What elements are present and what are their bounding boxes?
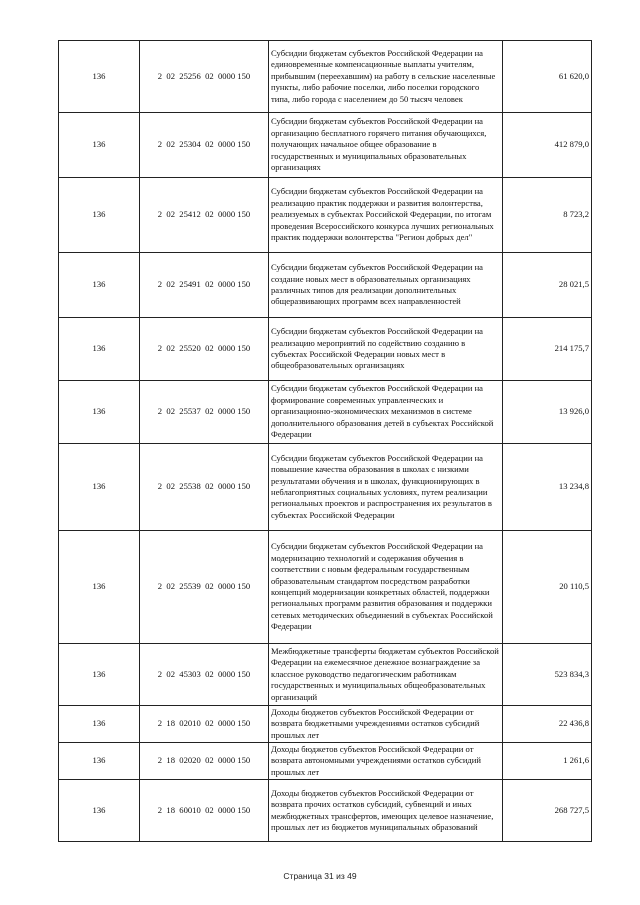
admin-code-cell: 136 — [59, 644, 140, 706]
table-row — [59, 381, 592, 444]
income-name-cell: Субсидии бюджетам субъектов Российской Федерации на повышение качества образования в школах с низкими результатами обучения и в школах, функционирующих в неблагоприятных социальных условиях, путем реализации региональных проектов и распространения их результатов в субъектах Российской Федерации — [269, 444, 503, 531]
amount-cell: 214 175,7 — [503, 318, 592, 381]
table-row — [59, 318, 592, 381]
revenue-table — [58, 40, 592, 842]
budget-code-cell: 2 02 25537 02 0000 150 — [140, 381, 269, 444]
budget-code-cell: 2 02 25538 02 0000 150 — [140, 444, 269, 531]
table-row — [59, 253, 592, 318]
admin-code-cell: 136 — [59, 381, 140, 444]
income-name-cell: Доходы бюджетов субъектов Российской Федерации от возврата прочих остатков субсидий, субвенций и иных межбюджетных трансфертов, имеющих целевое назначение, прошлых лет из бюджетов муниципальных образований — [269, 780, 503, 842]
amount-cell: 1 261,6 — [503, 743, 592, 780]
table-row — [59, 743, 592, 780]
income-name-cell: Доходы бюджетов субъектов Российской Федерации от возврата бюджетными учреждениями остатков субсидий прошлых лет — [269, 706, 503, 743]
admin-code-cell: 136 — [59, 41, 140, 113]
income-name-cell: Субсидии бюджетам субъектов Российской Федерации на организацию бесплатного горячего питания обучающихся, получающих начальное общее образование в государственных и муниципальных образовательных организациях — [269, 113, 503, 178]
income-name-cell: Субсидии бюджетам субъектов Российской Федерации на формирование современных управленческих и организационно-экономических механизмов в системе дополнительного образования детей в субъектах Российской Федерации — [269, 381, 503, 444]
amount-cell: 523 834,3 — [503, 644, 592, 706]
income-name-cell: Субсидии бюджетам субъектов Российской Федерации на единовременные компенсационные выплаты учителям, прибывшим (переехавшим) на работу в сельские населенные пункты, либо рабочие поселки, либо поселки городского типа, либо города с населением до 50 тысяч человек — [269, 41, 503, 113]
table-row — [59, 113, 592, 178]
budget-code-cell: 2 02 25491 02 0000 150 — [140, 253, 269, 318]
amount-cell: 22 436,8 — [503, 706, 592, 743]
admin-code-cell: 136 — [59, 178, 140, 253]
income-name-cell: Доходы бюджетов субъектов Российской Федерации от возврата автономными учреждениями остатков субсидий прошлых лет — [269, 743, 503, 780]
admin-code-cell: 136 — [59, 444, 140, 531]
admin-code-cell: 136 — [59, 253, 140, 318]
budget-code-cell: 2 02 25304 02 0000 150 — [140, 113, 269, 178]
table-row — [59, 41, 592, 113]
budget-code-cell: 2 02 25412 02 0000 150 — [140, 178, 269, 253]
amount-cell: 8 723,2 — [503, 178, 592, 253]
budget-code-cell: 2 02 25520 02 0000 150 — [140, 318, 269, 381]
amount-cell: 13 234,8 — [503, 444, 592, 531]
table-row — [59, 178, 592, 253]
budget-code-cell: 2 18 02010 02 0000 150 — [140, 706, 269, 743]
amount-cell: 61 620,0 — [503, 41, 592, 113]
admin-code-cell: 136 — [59, 706, 140, 743]
admin-code-cell: 136 — [59, 113, 140, 178]
budget-code-cell: 2 02 45303 02 0000 150 — [140, 644, 269, 706]
budget-code-cell: 2 02 25539 02 0000 150 — [140, 531, 269, 644]
amount-cell: 268 727,5 — [503, 780, 592, 842]
table-row — [59, 706, 592, 743]
amount-cell: 28 021,5 — [503, 253, 592, 318]
income-name-cell: Субсидии бюджетам субъектов Российской Федерации на реализацию мероприятий по содействию созданию в субъектах Российской Федерации новых мест в общеобразовательных организациях — [269, 318, 503, 381]
admin-code-cell: 136 — [59, 780, 140, 842]
admin-code-cell: 136 — [59, 531, 140, 644]
amount-cell: 13 926,0 — [503, 381, 592, 444]
income-name-cell: Субсидии бюджетам субъектов Российской Федерации на реализацию практик поддержки и развития волонтерства, реализуемых в субъектах Российской Федерации, по итогам проведения Всероссийского конкурса лучших региональных практик поддержки волонтерства "Регион добрых дел" — [269, 178, 503, 253]
table-row — [59, 444, 592, 531]
budget-code-cell: 2 18 02020 02 0000 150 — [140, 743, 269, 780]
income-name-cell: Межбюджетные трансферты бюджетам субъектов Российской Федерации на ежемесячное денежное вознаграждение за классное руководство педагогическим работникам государственных и муниципальных общеобразовательных организаций — [269, 644, 503, 706]
admin-code-cell: 136 — [59, 743, 140, 780]
table-row — [59, 780, 592, 842]
budget-code-cell: 2 18 60010 02 0000 150 — [140, 780, 269, 842]
amount-cell: 20 110,5 — [503, 531, 592, 644]
table-row — [59, 644, 592, 706]
page-number: Страница 31 из 49 — [283, 871, 357, 881]
amount-cell: 412 879,0 — [503, 113, 592, 178]
income-name-cell: Субсидии бюджетам субъектов Российской Федерации на создание новых мест в образовательных организациях различных типов для реализации дополнительных общеразвивающих программ всех направленностей — [269, 253, 503, 318]
table-row — [59, 531, 592, 644]
budget-code-cell: 2 02 25256 02 0000 150 — [140, 41, 269, 113]
income-name-cell: Субсидии бюджетам субъектов Российской Федерации на модернизацию технологий и содержания обучения в соответствии с новым федеральным государственным образовательным стандартом посредством разработки концепций модернизации конкретных областей, поддержки региональных программ развития образования и поддержки сетевых методических объединений в субъектах Российской Федерации — [269, 531, 503, 644]
admin-code-cell: 136 — [59, 318, 140, 381]
